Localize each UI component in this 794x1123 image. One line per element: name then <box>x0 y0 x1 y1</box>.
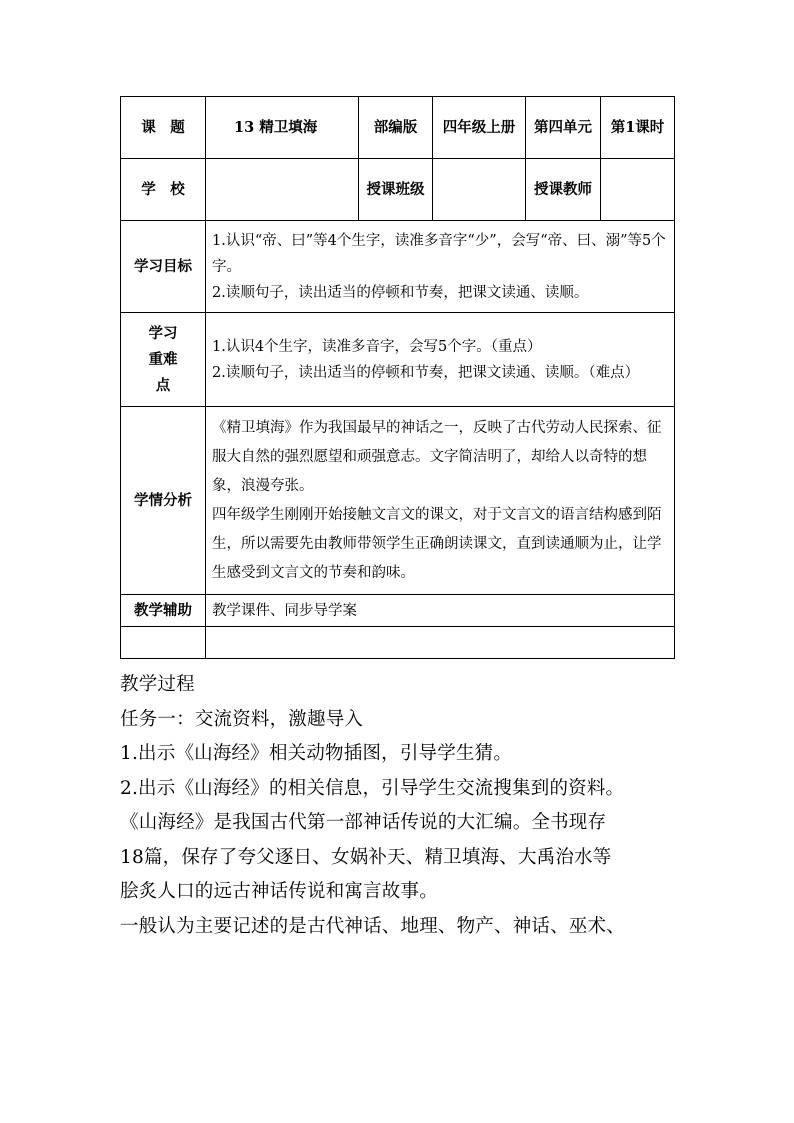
body-line: 2.出示《山海经》的相关信息，引导学生交流搜集到的资料。 <box>120 777 625 799</box>
analysis-item: 四年级学生刚刚开始接触文言文的课文，对于文言文的语言结构感到陌生，所以需要先由教师带领学生正确朗读课文，直到读通顺为止，让学生感受到文言文的节奏和韵味。 <box>212 506 662 581</box>
key-point-item: 1.认识4个生字，读准多音字，会写5个字。（重点） <box>212 338 542 355</box>
class-label: 授课班级 <box>359 159 433 221</box>
row-analysis <box>121 407 675 595</box>
analysis-label: 学情分析 <box>121 407 206 595</box>
aids-value: 教学课件、同步导学案 <box>206 595 675 627</box>
blank-right-cell <box>206 627 675 659</box>
school-label: 学 校 <box>121 159 206 221</box>
body-line: 18篇，保存了夸父逐日、女娲补天、精卫填海、大禹治水等 <box>120 846 612 868</box>
topic-label: 课 题 <box>121 97 206 159</box>
body-line: 1.出示《山海经》相关动物插图，引导学生猜。 <box>120 743 513 764</box>
analysis-content <box>206 407 675 595</box>
key-points-label: 学习重难点 <box>121 313 206 407</box>
lesson-plan-table <box>120 96 675 659</box>
row-blank <box>121 627 675 659</box>
row-key-points <box>121 313 675 407</box>
key-point-item: 2.读顺句子，读出适当的停顿和节奏，把课文读通、读顺。（难点） <box>212 364 640 381</box>
row-aids <box>121 595 675 627</box>
body-line: 《山海经》是我国古代第一部神话传说的大汇编。全书现存 <box>120 812 607 833</box>
edition-cell: 部编版 <box>359 97 433 159</box>
goals-content <box>206 221 675 313</box>
blank-left-cell <box>121 627 206 659</box>
goals-label: 学习目标 <box>121 221 206 313</box>
goal-item: 2.读顺句子，读出适当的停顿和节奏，把课文读通、读顺。 <box>212 284 589 301</box>
school-value <box>206 159 359 221</box>
period-cell: 第1课时 <box>601 97 675 159</box>
unit-cell: 第四单元 <box>526 97 601 159</box>
goal-item: 1.认识“帝、曰”等4个生字，读准多音字“少”，会写“帝、曰、溺”等5个字。 <box>212 232 666 275</box>
body-text <box>120 668 680 944</box>
body-line: 一般认为主要记述的是古代神话、地理、物产、神话、巫术、 <box>120 915 625 937</box>
teacher-label: 授课教师 <box>526 159 601 221</box>
row-topic <box>121 97 675 159</box>
analysis-item: 《精卫填海》作为我国最早的神话之一，反映了古代劳动人民探索、征服大自然的强烈愿望和顽强意志。文字简洁明了，却给人以奇特的想象，浪漫夸张。 <box>212 419 662 494</box>
grade-cell: 四年级上册 <box>433 97 526 159</box>
aids-label: 教学辅助 <box>121 595 206 627</box>
key-points-content <box>206 313 675 407</box>
lesson-title: 13 精卫填海 <box>206 97 359 159</box>
task-heading: 任务一：交流资料，激趣导入 <box>120 708 364 730</box>
teacher-value <box>601 159 675 221</box>
section-heading: 教学过程 <box>120 674 195 695</box>
class-value <box>433 159 526 221</box>
body-line: 脍炙人口的远古神话传说和寓言故事。 <box>120 881 438 902</box>
row-school <box>121 159 675 221</box>
row-goals <box>121 221 675 313</box>
